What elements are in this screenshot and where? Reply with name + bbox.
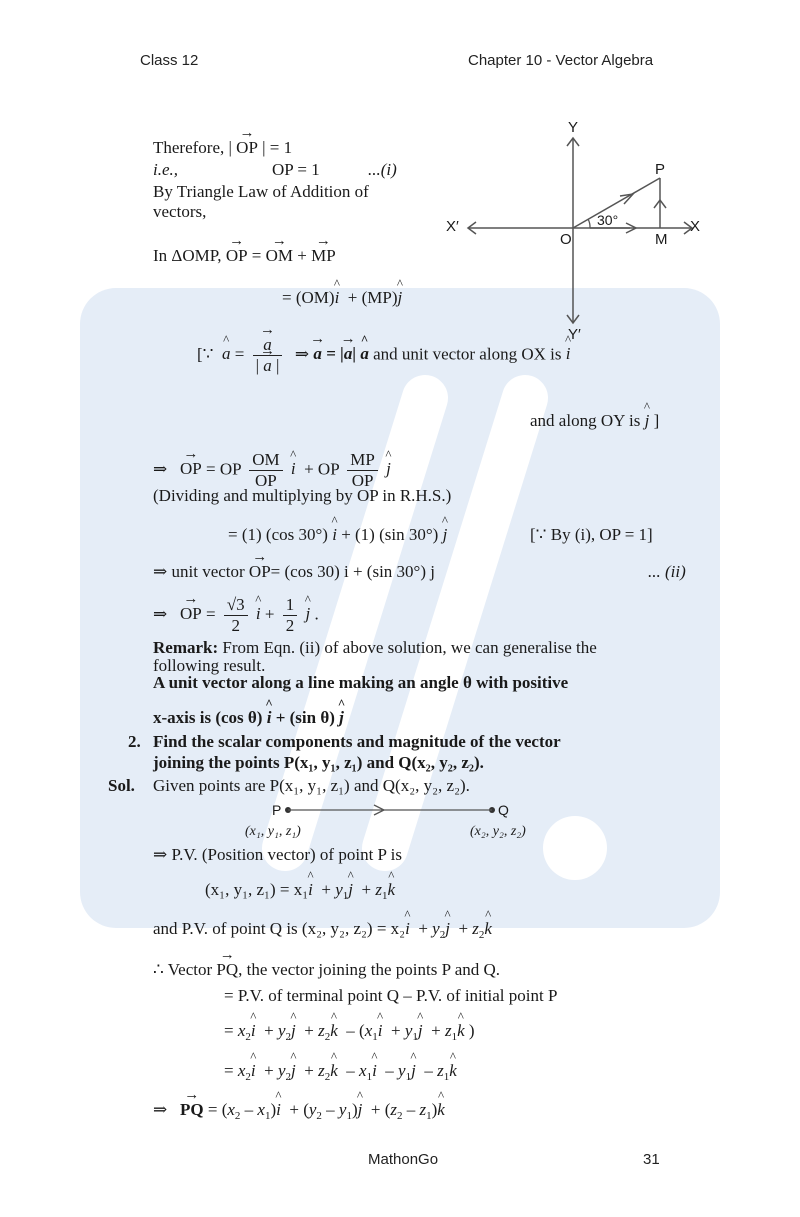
unit-vector-label: ⇒ unit vector <box>153 562 245 581</box>
j-hat: ^ j <box>398 288 403 308</box>
label-x-prime: X′ <box>446 218 459 235</box>
line-unit-vector-def: [∵ ^ a = → $\frac{a}{| \to a |}$ ⇒ → a = |→ a| ^ a and unit vector along OX is ^ i <box>197 335 570 376</box>
ie-label: i.e., <box>153 160 179 179</box>
eq-ref-i: ...(i) <box>368 160 397 179</box>
line-op-result: ⇒ → OP = $\frac{√3}{2}$ ^ i + $\frac{1}{2}$ ^ j . <box>153 595 319 636</box>
pq-expansion-1: = $x_2\^{}$ $i + y_2\^{}$ $j + z_2\^{}$ k – ($x_1\^{}$ $i + y_1\^{}$ $j + z_1\^{}$ k ) <box>224 1021 475 1047</box>
terminal-initial-line: = P.V. of terminal point Q – P.V. of initial point P <box>224 986 558 1005</box>
vector-pq-line <box>153 960 500 980</box>
sin-term: + (1) (sin 30°) <box>341 525 439 544</box>
point-p-label: P <box>272 802 282 818</box>
j-hat-2: ^ j <box>645 411 650 431</box>
om-mp-lhs: = (OM) <box>282 288 335 307</box>
fraction-om-op: $\frac{OM}{OP}$ <box>249 450 282 491</box>
line-therefore <box>153 138 292 158</box>
fraction-1-2: $\frac{1}{2}$ <box>283 595 298 636</box>
k-hat-8: ^ k <box>484 919 492 939</box>
fraction-mp-op: $\frac{MP}{OP}$ <box>347 450 378 491</box>
line-op-fraction: ⇒ → OP = OP $\frac{OM}{OP}$ ^ i + OP $\frac{MP}{OP}$ ^ j <box>153 450 391 491</box>
i-hat: ^ i <box>335 288 340 308</box>
op-vector-3: → OP <box>180 458 202 480</box>
bold-cos: x-axis is (cos θ) <box>153 708 263 727</box>
j-hat-8: ^ j <box>445 919 450 939</box>
header-chapter: Chapter 10 - Vector Algebra <box>468 52 654 69</box>
i-hat-8: ^ i <box>405 919 410 939</box>
i-hat-7: ^ i <box>308 880 313 900</box>
pv-p-lhs: (x₁, y₁, z₁) = x₁ <box>205 880 309 899</box>
question-line-1: Find the scalar components and magnitude of the vector <box>153 732 561 751</box>
p-coordinates: (x₁, y₁, z₁) <box>245 824 301 839</box>
pv-q-equation: and P.V. of point Q is (x₂, y₂, z₂) = x₂^ $i + y_2\^{}$ $j + z_2\^{}$ k <box>153 919 492 945</box>
j-hat-7: ^ j <box>348 880 353 900</box>
i-hat-3: ^ i <box>291 458 296 480</box>
line-om-mp <box>282 288 402 308</box>
eq-one: | = 1 <box>262 138 293 157</box>
op-vector-2: → OP <box>226 246 248 266</box>
solution-label: Sol. <box>108 776 135 795</box>
line-cos-sin <box>228 525 447 545</box>
op-vector: → OP <box>236 138 258 158</box>
dividing-note: (Dividing and multiplying by OP in R.H.S.) <box>153 486 452 505</box>
question-line-2: joining the points P(x₁, y₁, z₁) and Q(x₂, y₂, z₂). <box>153 753 484 772</box>
mp-term: + (MP) <box>347 288 398 307</box>
fraction-a: → $\frac{a}{| \to a |}$ <box>253 335 283 376</box>
label-o: O <box>560 231 572 248</box>
fraction-root3-2: $\frac{√3}{2}$ <box>224 595 248 636</box>
point-q-label: Q <box>498 802 509 818</box>
bold-result-1: A unit vector along a line making an angle θ with positive <box>153 673 569 692</box>
given-points: Given points are P(x₁, y₁, z₁) and Q(x₂, y₂, z₂). <box>153 776 470 795</box>
by-i-note: [∵ By (i), OP = 1] <box>530 525 653 544</box>
line-in-omp: In ΔOMP, → OP = → OM + → MP <box>153 246 336 266</box>
j-hat-4: ^ j <box>443 525 448 545</box>
label-y-prime: Y′ <box>568 326 581 343</box>
line-along-oy: and along OY is ^ j ] <box>530 411 659 431</box>
because-bracket: [∵ <box>197 344 214 364</box>
pv-p-equation: (x₁, y₁, z₁) = x₁^ $i + y_1\^{}$ $j + z_1\^{}$ k <box>205 880 395 906</box>
pv-q-lhs: and P.V. of point Q is (x₂, y₂, z₂) = x₂ <box>153 919 406 938</box>
page-number: 31 <box>643 1151 660 1168</box>
op-vector-4: → OP <box>249 562 271 582</box>
in-omp-label: In ΔOMP, <box>153 246 222 265</box>
bold-result-2 <box>153 708 344 728</box>
therefore-vector: ∴ Vector <box>153 960 213 979</box>
label-x: X <box>690 218 701 235</box>
cos-term: = (1) (cos 30°) <box>228 525 328 544</box>
pq-expansion-2: = $x_2\^{}$ $i + y_2\^{}$ $j + z_2\^{}$ k – $x_1\^{}$ i – $y_1\^{}$ j – $z_1\^{}$ k <box>224 1061 457 1087</box>
i-hat-4: ^ i <box>332 525 337 545</box>
q-coordinates: (x₂, y₂, z₂) <box>470 824 526 839</box>
joining-text: , the vector joining the points P and Q. <box>238 960 501 979</box>
triangle-law-1: By Triangle Law of Addition of <box>153 182 369 201</box>
remark-label: Remark: <box>153 638 219 657</box>
om-vector: → OM <box>266 246 293 266</box>
j-hat-3: ^ j <box>386 458 391 480</box>
pq-vector: → PQ <box>216 960 238 980</box>
question-number: 2. <box>128 732 141 751</box>
bold-sin: + (sin θ) <box>275 708 335 727</box>
along-oy: and along OY is <box>530 411 641 430</box>
pq-arrow-diagram <box>280 800 500 820</box>
header-class: Class 12 <box>140 52 199 69</box>
footer-brand: MathonGo <box>368 1151 439 1168</box>
label-angle: 30° <box>597 212 619 228</box>
k-hat-7: ^ k <box>388 880 396 900</box>
therefore-text: Therefore, | <box>153 138 232 157</box>
j-hat-6: ^ j <box>339 708 344 728</box>
unit-along-ox: and unit vector along OX is <box>373 344 562 364</box>
line-unit-vector <box>153 562 435 582</box>
a-hat: ^ a <box>222 343 231 365</box>
remark-text: From Eqn. (ii) of above solution, we can generalise the <box>222 638 597 657</box>
remark-line-1 <box>153 638 597 658</box>
op-vector-5: → OP <box>180 603 202 625</box>
remark-line-2: following result. <box>153 656 266 675</box>
i-hat-5: ^ i <box>256 603 261 625</box>
op-eq-one: OP = 1 <box>272 160 320 179</box>
label-y: Y <box>568 119 579 136</box>
label-p: P <box>655 161 666 178</box>
eq-ref-ii: ... (ii) <box>648 562 686 581</box>
triangle-law-2: vectors, <box>153 202 207 221</box>
i-hat-2: ^ i <box>566 343 571 365</box>
pq-vector-2: → PQ <box>180 1100 204 1120</box>
mp-vector: → MP <box>311 246 336 266</box>
j-hat-5: ^ j <box>306 603 311 625</box>
label-m: M <box>655 231 668 248</box>
pq-result: ⇒ → PQ = ($x_2$ – $x_1)\^{}$ $i + (y_2$ – $y_1)\^{}$ $j + (z_2$ – $z_1)\^{}$ k <box>153 1100 445 1126</box>
axes-diagram <box>440 118 710 343</box>
unit-vector-rhs: = (cos 30) i + (sin 30°) j <box>270 562 435 581</box>
i-hat-6: ^ i <box>267 708 272 728</box>
pv-p-line: ⇒ P.V. (Position vector) of point P is <box>153 845 402 864</box>
